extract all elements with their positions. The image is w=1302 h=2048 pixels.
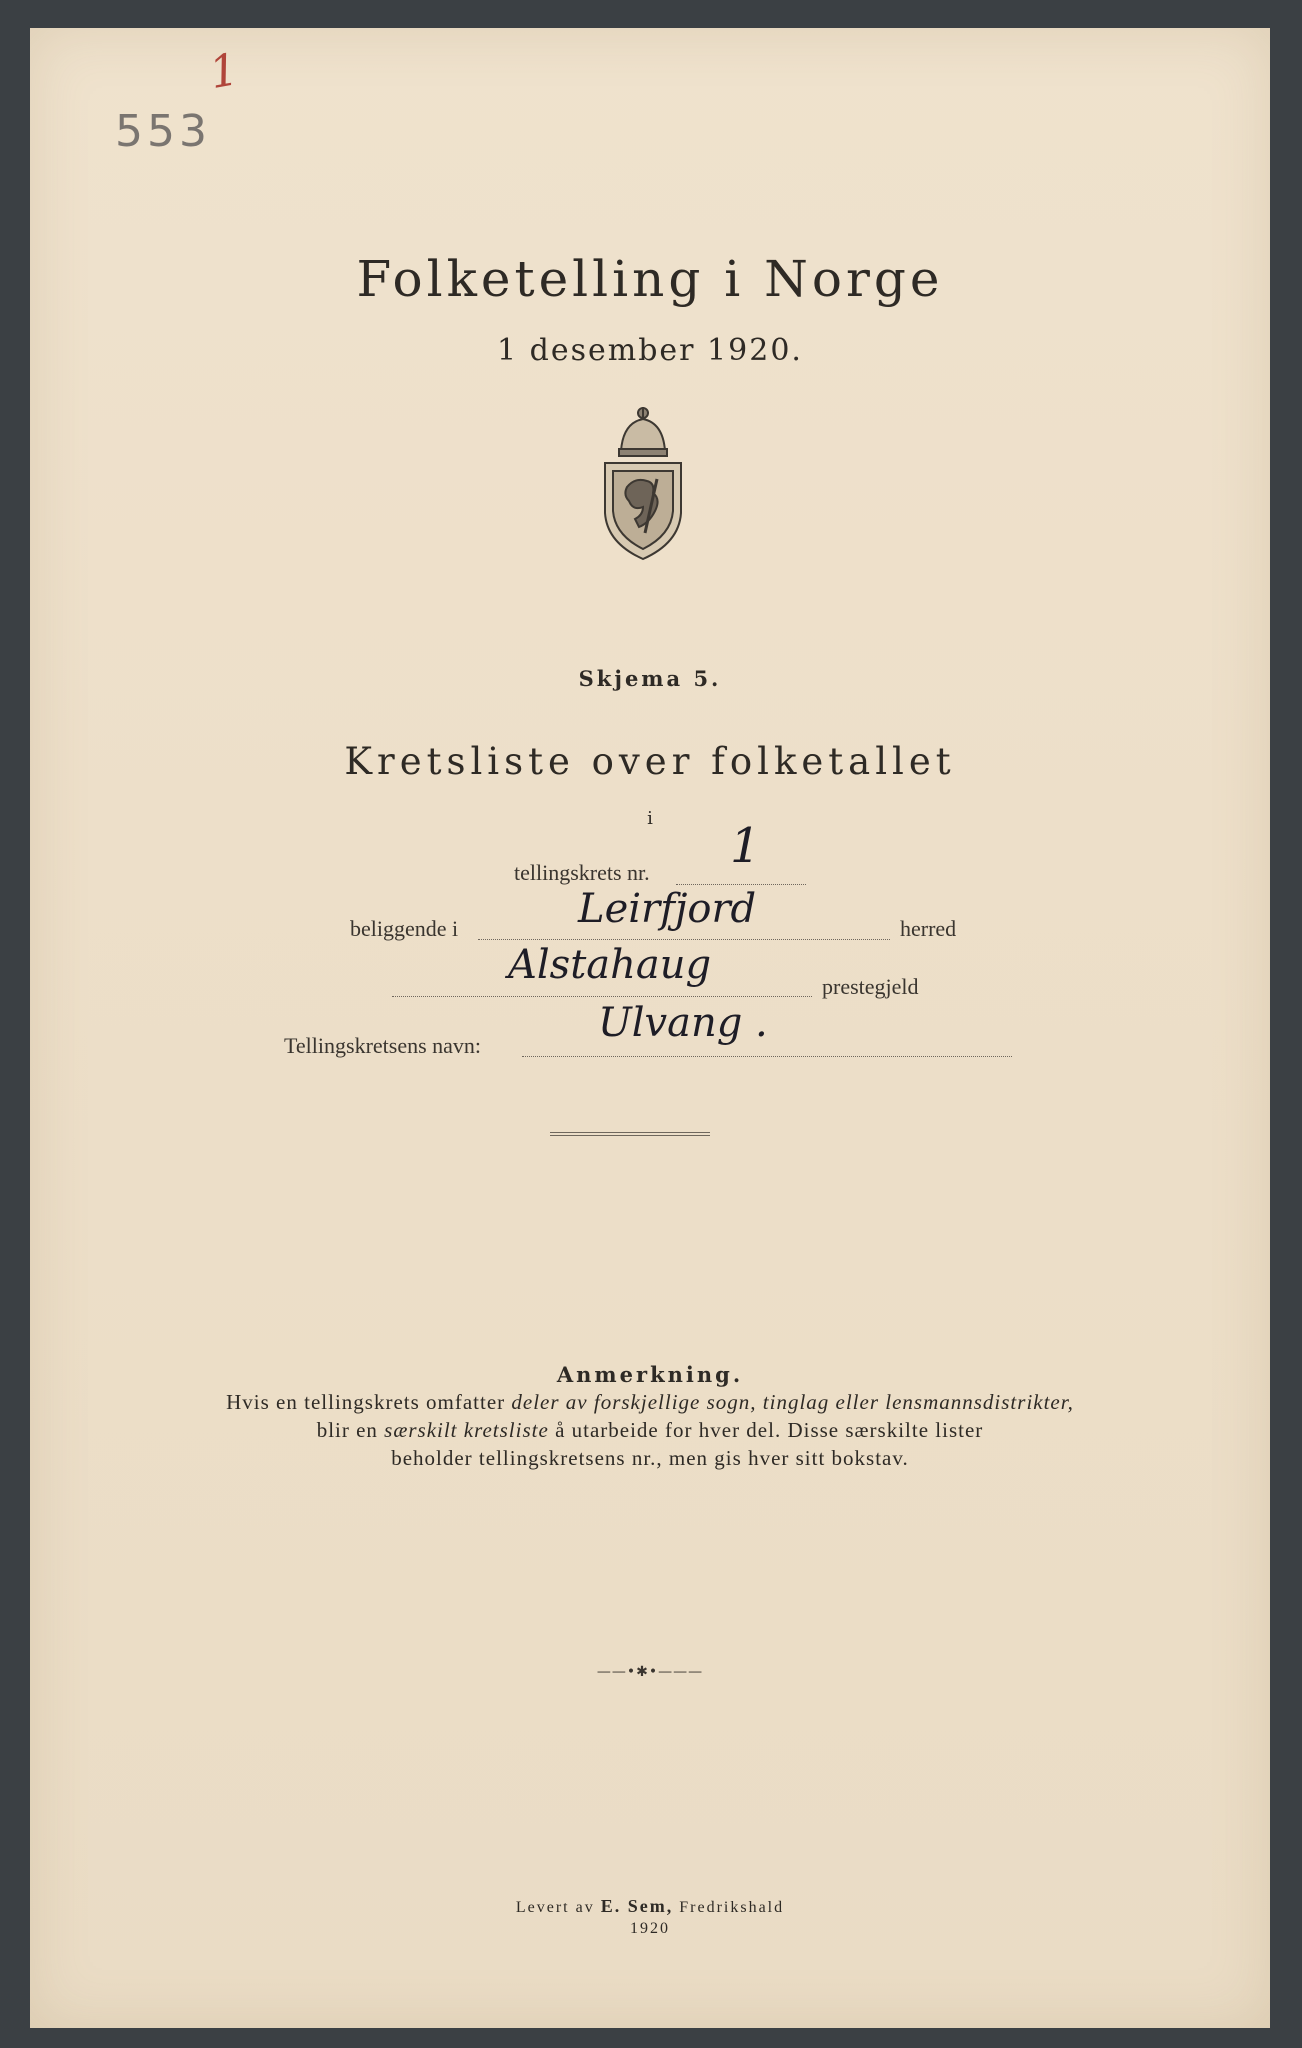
remark-line-3: beholder tellingskretsens nr., men gis hver sitt bokstav. [391,1446,909,1470]
district-number-label: tellingskrets nr. [514,860,650,885]
district-name-label: Tellingskretsens navn: [284,1033,482,1058]
page-title: Folketelling i Norge [356,250,944,308]
district-number-value: 1 [730,818,761,874]
municipality-line [478,939,890,940]
section-divider [550,1132,710,1136]
district-name-value: Ulvang . [598,1000,768,1046]
remark-line-2-plain-b: å utarbeide for hver del. Disse særskilte lister [548,1418,984,1442]
coat-of-arms-icon [593,403,693,563]
remark-line-2-italic: særskilt kretsliste [384,1418,549,1442]
printer-city: Fredrikshald [673,1899,785,1916]
ornament-divider: ——•✱•——— [596,1664,704,1680]
printer-credit [30,1896,1270,1917]
district-number-line [676,884,806,885]
schema-label: Skjema 5. [578,666,722,691]
census-date: 1 desember 1920. [497,333,803,368]
parish-value: Alstahaug [508,942,712,988]
remark-line-1-plain: Hvis en tellingskrets omfatter [226,1390,512,1414]
corner-mark: 1 [205,43,243,100]
remark-line-1 [30,1390,1270,1415]
parish-suffix: prestegjeld [822,974,919,999]
parish-line [392,996,812,997]
printer-prefix: Levert av [515,1899,601,1916]
remark-line-1-italic: deler av forskjellige sogn, tinglag eller lensmannsdistrikter, [511,1390,1074,1414]
remark-title: Anmerkning. [556,1362,744,1387]
municipality-value: Leirfjord [578,886,757,932]
form-heading: Kretsliste over folketallet [344,740,956,783]
printer-name: E. Sem, [600,1896,674,1916]
archive-number: 553 [115,106,211,157]
remark-line-2-plain-a: blir en [316,1418,385,1442]
connector-word: i [647,808,653,829]
remark-line-2 [30,1418,1270,1443]
printer-year: 1920 [630,1920,670,1937]
district-name-line [522,1056,1012,1057]
municipality-suffix: herred [900,916,957,941]
census-form-page [30,28,1270,2028]
located-label: beliggende i [350,916,459,941]
